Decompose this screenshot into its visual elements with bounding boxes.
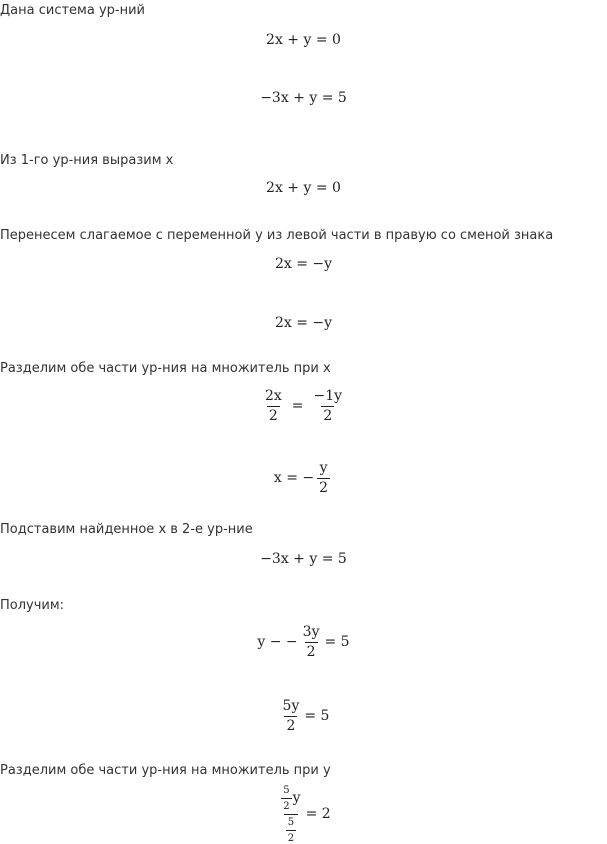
- step-express-x-text: Из 1-го ур-ния выразим x: [0, 153, 174, 168]
- compound-fraction: $\frac{5}{2}$ y $\frac{5}{2}$: [283, 784, 301, 844]
- equation-8: −3x + y = 5: [260, 551, 347, 567]
- step-divide-y-text: Разделим обе части ур-ния на множитель при y: [0, 763, 331, 778]
- equation-2: −3x + y = 5: [260, 90, 347, 106]
- equation-5: 2x = −y: [274, 315, 333, 331]
- equation-11: $\frac{5}{2}$ y $\frac{5}{2}$ = 2: [0, 788, 607, 840]
- intro-text: Дана система ур-ний: [0, 3, 145, 18]
- step-result-text: Получим:: [0, 598, 65, 613]
- equation-4: 2x = −y: [274, 256, 333, 272]
- fraction: $\frac{5y}{2}$: [282, 697, 300, 734]
- equation-9: y − − $\frac{3y}{2}$ = 5: [257, 623, 350, 660]
- equation-6: $\frac{2x}{2}$ = $\frac{-1y}{2}$: [264, 387, 343, 424]
- fraction: $\frac{3y}{2}$: [302, 623, 320, 660]
- equation-7: x = − $\frac{y}{2}$: [273, 459, 329, 496]
- equation-10: $\frac{5y}{2}$ = 5: [282, 697, 330, 734]
- fraction-right: $\frac{-1y}{2}$: [313, 387, 343, 424]
- step-move-term-text: Перенесем слагаемое с переменной y из левой части в правую со сменой знака: [0, 228, 554, 243]
- equation-3: 2x + y = 0: [266, 180, 341, 196]
- step-divide-x-text: Разделим обе части ур-ния на множитель при x: [0, 361, 331, 376]
- fraction: $\frac{y}{2}$: [319, 459, 329, 496]
- fraction-left: $\frac{2x}{2}$: [264, 387, 282, 424]
- step-substitute-text: Подставим найденное x в 2-е ур-ние: [0, 522, 253, 537]
- equation-1: 2x + y = 0: [266, 32, 341, 48]
